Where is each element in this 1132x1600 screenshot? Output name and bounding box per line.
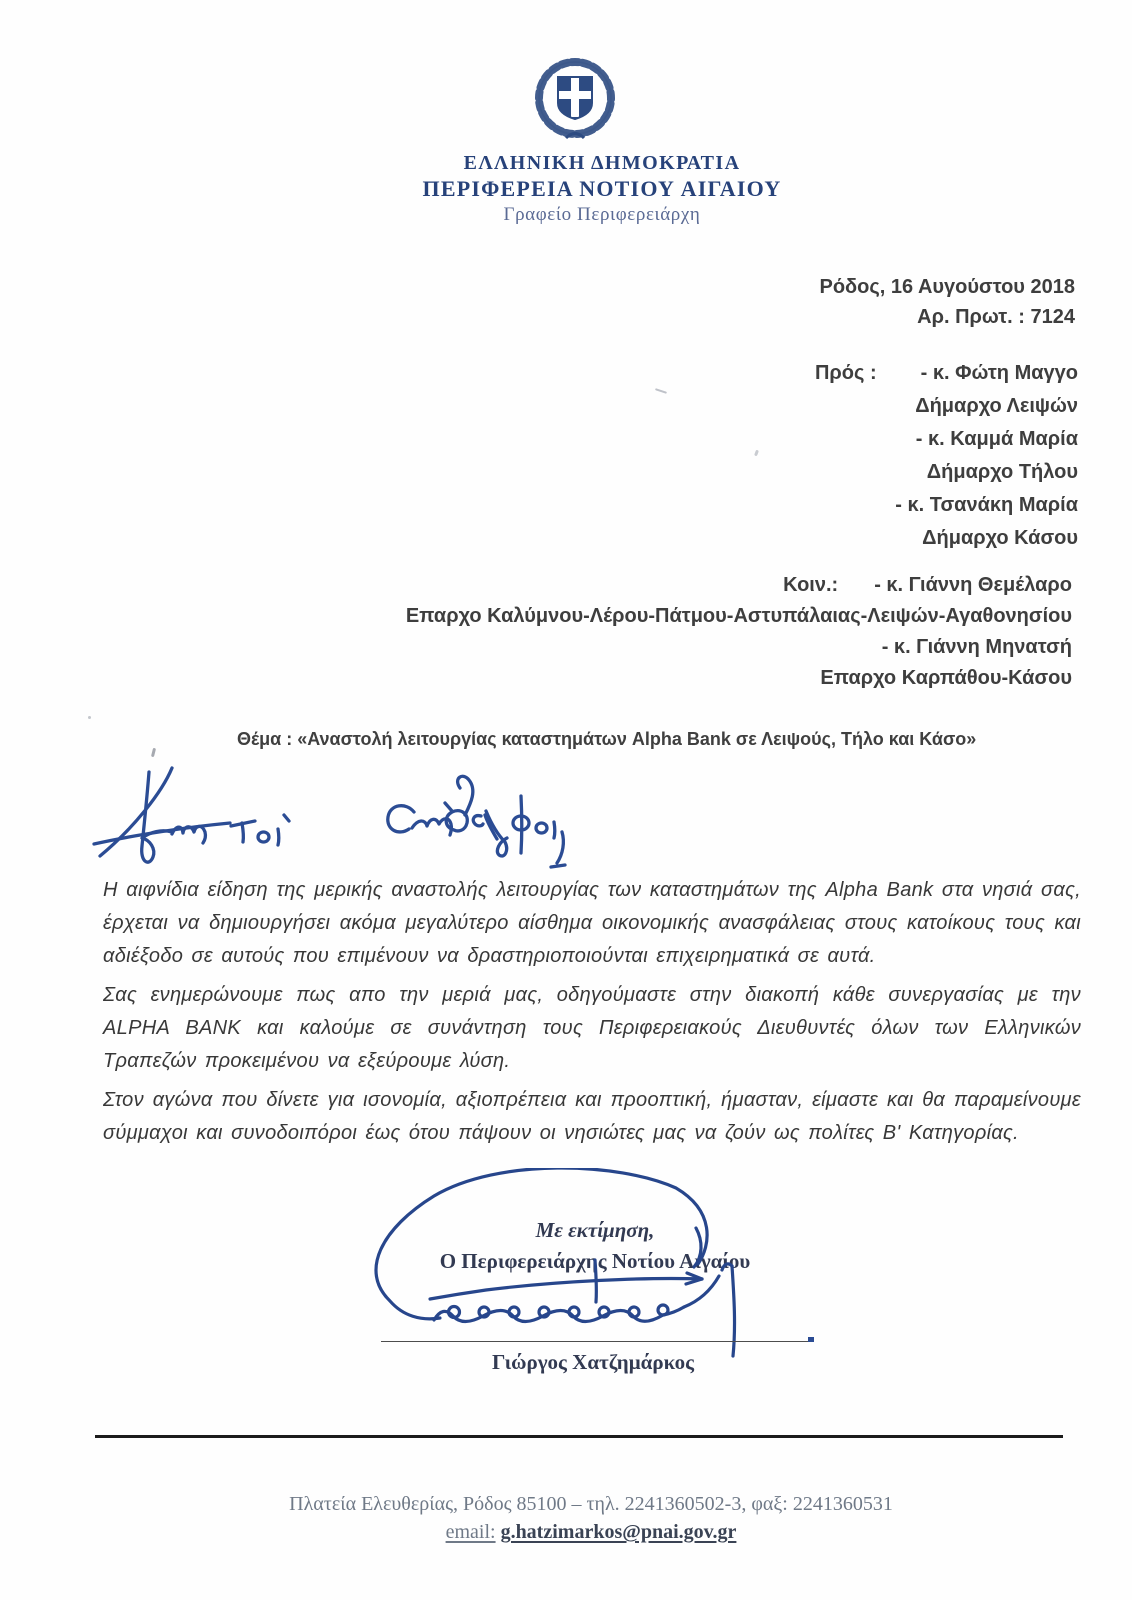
footer-contact [40, 1490, 1092, 1546]
paragraph: Η αιφνίδια είδηση της μερικής αναστολής λειτουργίας των καταστημάτων της Alpha Bank στα νησιά σας, έρχεται να δημιουργήσει ακόμα μεγαλύτερο αίσθημα οικονομικής ανασφάλειας στους κατοίκους τους και αδιέξοδο σε αυτούς που επιμένουν να δραστηριοποιούνται επιχειρηματικά σε αυτά. [103, 879, 1081, 967]
to-line: - κ. Καμμά Μαρία [915, 428, 1078, 450]
closing-block [0, 1218, 1132, 1274]
cc-line: Επαρχο Καλύμνου-Λέρου-Πάτμου-Αστυπάλαιας-Λειψών-Αγαθονησίου [405, 605, 1072, 627]
to-line: Δήμαρχο Τήλου [926, 461, 1078, 483]
greek-republic-emblem-icon [529, 54, 621, 148]
to-line: Δήμαρχο Κάσου [922, 527, 1078, 549]
paragraph: Σας ενημερώνουμε πως απο την μεριά μας, οδηγούμαστε στην διακοπή κάθε συνεργασίας με την ALPHA BANK και καλούμε σε συνάντηση τους Περιφερειακούς Διευθυντές όλων των Ελληνικών Τραπεζών προκειμένου να εξεύρουμε λύση. [103, 984, 1081, 1072]
footer-separator [95, 1435, 1063, 1438]
to-line: Δήμαρχο Λειψών [915, 395, 1078, 417]
signature-rule [381, 1341, 813, 1342]
letter-meta [820, 272, 1076, 332]
to-line: - κ. Τσανάκη Μαρία [895, 494, 1078, 516]
footer-address: Πλατεία Ελευθερίας, Ρόδος 85100 – τηλ. 2241360502-3, φαξ: 2241360531 [289, 1493, 893, 1515]
recipients-cc-block [406, 570, 1072, 694]
signatory-name: Γιώργος Χατζημάρκος [491, 1350, 694, 1374]
org-name-country: ΕΛΛΗΝΙΚΗ ΔΗΜΟΚΡΑΤΙΑ [463, 152, 741, 174]
letter-body [103, 874, 1081, 1156]
scan-artifact [754, 450, 759, 457]
signature-ink-dot [808, 1337, 814, 1342]
place-date: Ρόδος, 16 Αυγούστου 2018 [819, 276, 1075, 298]
cc-label: Κοιν.: [783, 574, 839, 596]
to-line: - κ. Φώτη Μαγγο [920, 362, 1078, 384]
closing-role: Ο Περιφερειάρχης Νοτίου Αιγαίου [439, 1249, 751, 1273]
footer-email-link[interactable]: g.hatzimarkos@pnai.gov.gr [500, 1521, 737, 1543]
cc-line: Επαρχο Καρπάθου-Κάσου [820, 667, 1072, 689]
org-office: Γραφείο Περιφερειάρχη [503, 204, 701, 225]
handwritten-greeting [92, 766, 577, 871]
subject-line: Θέμα : «Αναστολή λειτουργίας καταστημάτων Alpha Bank σε Λειψούς, Τήλο και Κάσο» [237, 729, 977, 749]
recipients-to-block [815, 357, 1078, 555]
cc-line: - κ. Γιάννη Μηνατσή [881, 636, 1072, 658]
scan-artifact [88, 716, 91, 719]
closing-salutation: Με εκτίμηση, [535, 1218, 655, 1242]
scan-artifact [655, 388, 667, 394]
cc-line: - κ. Γιάννη Θεμέλαρο [874, 574, 1072, 596]
org-name-region: ΠΕΡΙΦΕΡΕΙΑ ΝΟΤΙΟΥ ΑΙΓΑΙΟΥ [422, 176, 782, 201]
footer-email-label: email: [445, 1521, 496, 1543]
protocol-number: Αρ. Πρωτ. : 7124 [917, 306, 1075, 328]
paragraph: Στον αγώνα που δίνετε για ισονομία, αξιοπρέπεια και προοπτική, ήμασταν, είμαστε και θα παραμείνουμε σύμμαχοι και συνοδοιπόροι έως ότου πάψουν οι νησιώτες μας να ζούν ως πολίτες Β' Κατηγορίας. [103, 1089, 1081, 1144]
scan-artifact [151, 748, 156, 757]
letterhead [72, 54, 1132, 226]
to-label: Πρός : [814, 362, 877, 384]
